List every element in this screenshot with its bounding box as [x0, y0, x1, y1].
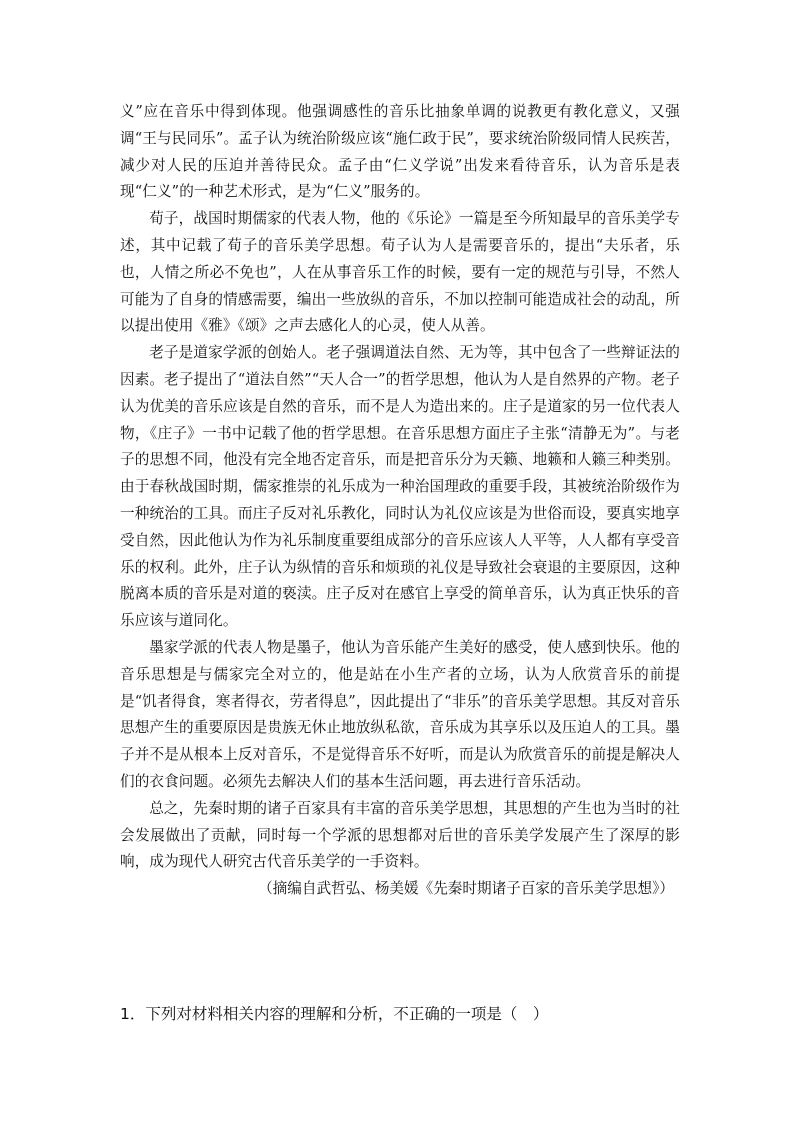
paragraph-conclusion: 总之，先秦时期的诸子百家具有丰富的音乐美学思想，其思想的产生也为当时的社会发展做出了贡献，同时每一个学派的思想都对后世的音乐美学发展产生了深厚的影响，成为现代人研究古代音乐美学的一手资料。: [120, 799, 680, 871]
paragraph-xunzi: 荀子，战国时期儒家的代表人物，他的《乐论》一篇是至今所知最早的音乐美学专述，其中记载了荀子的音乐美学思想。荀子认为人是需要音乐的，提出“夫乐者，乐也，人情之所必不免也”，人在从事音乐工作的时候，要有一定的规范与引导，不然人可能为了自身的情感需要，编出一些放纵的音乐，不加以控制可能造成社会的动乱，所以提出使用《雅》《颂》之声去感化人的心灵，使人从善。: [120, 210, 680, 335]
paragraph-mozi: 墨家学派的代表人物是墨子，他认为音乐能产生美好的感受，使人感到快乐。他的音乐思想是与儒家完全对立的，他是站在小生产者的立场，认为人欣赏音乐的前提是“饥者得食，寒者得衣，劳者得息”，因此提出了“非乐”的音乐美学思想。其反对音乐思想产生的重要原因是贵族无休止地放纵私欲，音乐成为其享乐以及压迫人的工具。墨子并不是从根本上反对音乐，不是觉得音乐不好听，而是认为欣赏音乐的前提是解决人们的衣食问题。必须先去解决人们的基本生活问题，再去进行音乐活动。: [120, 638, 680, 790]
paragraph-laozi-zhuangzi: 老子是道家学派的创始人。老子强调道法自然、无为等，其中包含了一些辩证法的因素。老子提出了“道法自然”“天人合一”的哲学思想，他认为人是自然界的产物。老子认为优美的音乐应该是自然的音乐，而不是人为造出来的。庄子是道家的另一位代表人物，《庄子》一书中记载了他的哲学思想。在音乐思想方面庄子主张“清静无为”。与老子的思想不同，他没有完全地否定音乐，而是把音乐分为天籁、地籁和人籁三种类别。由于春秋战国时期，儒家推崇的礼乐成为一种治国理政的重要手段，其被统治阶级作为一种统治的工具。而庄子反对礼乐教化，同时认为礼仪应该是为世俗而设，要真实地享受自然，因此他认为作为礼乐制度重要组成部分的音乐应该人人平等，人人都有享受音乐的权利。此外，庄子认为纵情的音乐和烦琐的礼仪是导致社会衰退的主要原因，这种脱离本质的音乐是对道的亵渎。庄子反对在感官上享受的简单音乐，认为真正快乐的音乐应该与道同化。: [120, 344, 680, 630]
question-1: 1．下列对材料相关内容的理解和分析，不正确的一项是（ ）: [120, 1005, 549, 1023]
source-citation: （摘编自武哲弘、杨美媛《先秦时期诸子百家的音乐美学思想》）: [258, 880, 674, 898]
passage: [120, 99, 680, 903]
paragraph-mencius: 义”应在音乐中得到体现。他强调感性的音乐比抽象单调的说教更有教化意义，又强调“王与民同乐”。孟子认为统治阶级应该“施仁政于民”，要求统治阶级同情人民疾苦，减少对人民的压迫并善待民众。孟子由“仁义学说”出发来看待音乐，认为音乐是表现“仁义”的一种艺术形式，是为“仁义”服务的。: [120, 103, 680, 201]
